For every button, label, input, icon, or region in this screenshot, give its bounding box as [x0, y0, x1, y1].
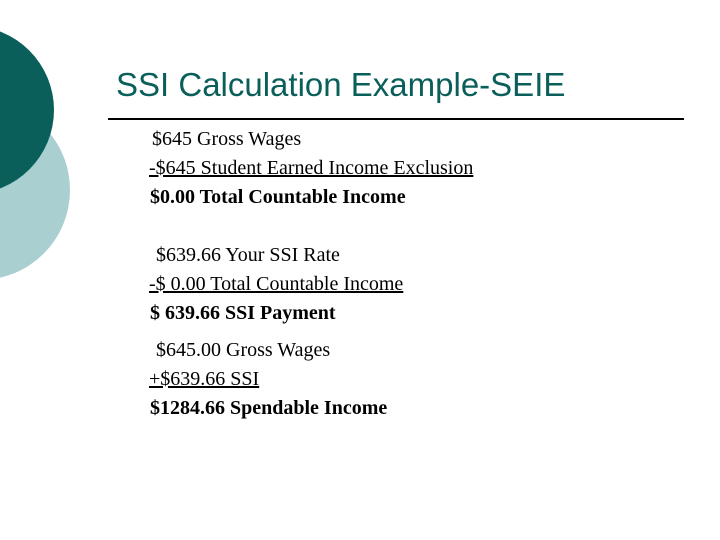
slide-title: SSI Calculation Example-SEIE — [116, 66, 566, 103]
block2-line2: -$ 0.00 Total Countable Income — [149, 273, 404, 295]
block1-line2: -$645 Student Earned Income Exclusion — [149, 157, 474, 179]
block2-line3: $ 639.66 SSI Payment — [150, 302, 336, 324]
block2-line1: $639.66 Your SSI Rate — [156, 244, 340, 266]
title-underline-rule — [108, 118, 684, 120]
block3-line1: $645.00 Gross Wages — [156, 339, 331, 361]
block1-line1: $645 Gross Wages — [152, 128, 302, 150]
block3-line2: +$639.66 SSI — [149, 368, 260, 390]
block1-line3: $0.00 Total Countable Income — [150, 186, 406, 208]
decorative-circles — [0, 0, 90, 300]
block3-line3: $1284.66 Spendable Income — [150, 397, 388, 419]
